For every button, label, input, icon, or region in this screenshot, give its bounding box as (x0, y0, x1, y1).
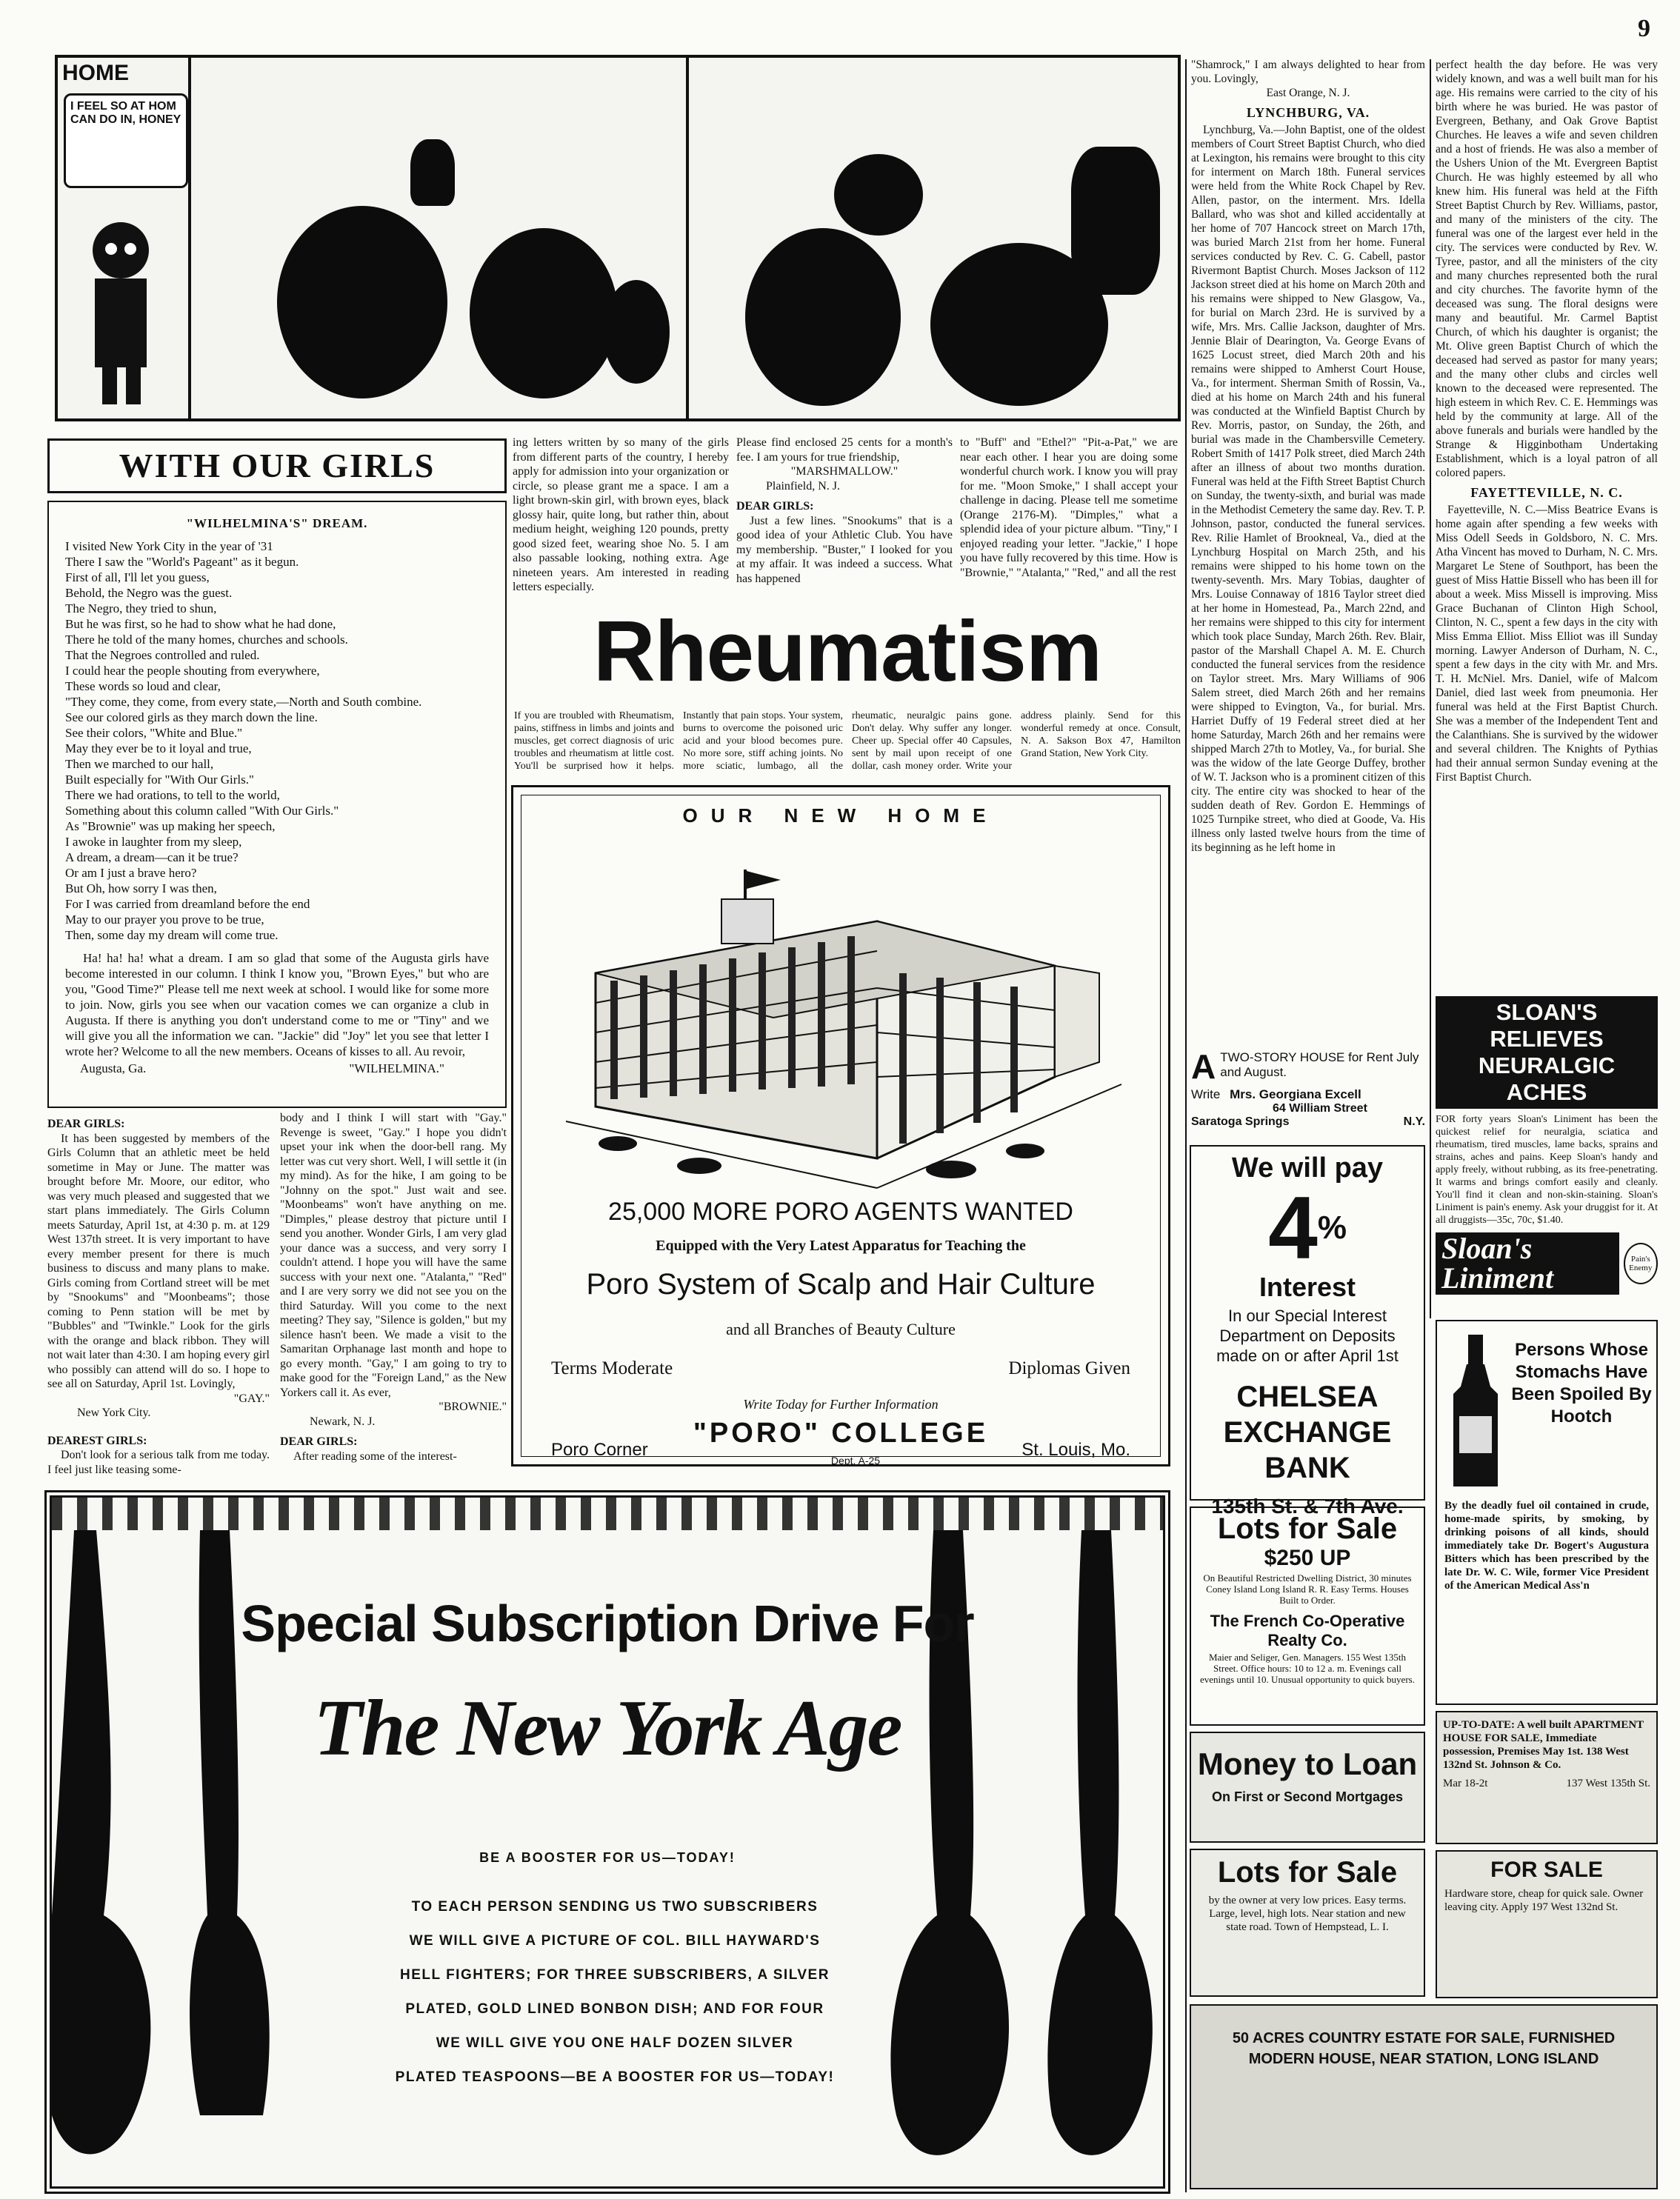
poem-lines (65, 538, 489, 943)
poem-line: The Negro, they tried to shun, (65, 601, 217, 615)
ad-city: Saratoga Springs (1191, 1115, 1290, 1128)
ad-text: TWO-STORY HOUSE for Rent July and August. (1220, 1050, 1419, 1079)
poro-agents-wanted: 25,000 MORE PORO AGENTS WANTED (608, 1198, 1073, 1226)
letter-salutation: DEAR GIRLS: (280, 1435, 358, 1448)
bitters-body: By the deadly fuel oil contained in crude, home-made spirits, by smoking, by drinking poisons of all kinds, should immediately take Dr. Bogert's Augustura Bitters which has been prescribed by the late Dr. W. C. Wile, former Vice President of the American Medical Ass'n (1444, 1500, 1649, 1592)
lynchburg-news-column (1191, 58, 1425, 1043)
poro-branches-line: and all Branches of Beauty Culture (726, 1320, 956, 1338)
poem-line: There I saw the "World's Pageant" as it begun. (65, 555, 299, 569)
girls-letter-part3 (960, 436, 1178, 591)
poem-line: Built especially for "With Our Girls." (65, 773, 254, 787)
sloans-badge: Pain's Enemy (1624, 1243, 1658, 1284)
sloans-liniment-ad (1436, 996, 1658, 1316)
lynchburg-news: Lynchburg, Va.—John Baptist, one of the oldest members of Court Street Baptist Church, who died at Lexington, his remains were brought to this city for interment on March 18th. Funeral services were held from the White Rock Chapel by Rev. Allen, pastor, on the interment. Mrs. Idella Ballard, who was shot and killed accidentally at her home of 707 Hancock street on March 17th, was buried March 21st from her home. Funeral services conducted by Rev. C. G. Cabell, pastor Rivermont Baptist Church. Moses Jackson of 112 Jackson street died at his home on March 20th and his remains were shipped to New Glasgow, Va., for burial on March 23rd. He is survived by a wife, Mrs. Mrs. Callie Jackson, daughter of Mrs. Jennie Blair of Dearington, Va. George Evans of 1625 Locust street, died March 20th and his remains were shipped to Amherst Court House, Va., for interment. Sherman Smith of Rossin, Va., died at his home on March 24th and his funeral was conducted at the Winfield Baptist Church by Rev. Morris, pastor, on Sunday, the 26th, and burial was made in the Chambersville Cemetery. Robert Smith of 1417 Polk street, died March 24th after an illness of about two months duration. Funeral was held at the Fifth Street Baptist Church on Sunday, the twenty-sixth, and burial was made in the Methodist Cemetery the same day. Rev. T. P. Johnson, pastor, conducted the funeral services. Rev. Rilie Hamlet of Brookneal, Va., died at the Lynchburg Hospital on March 25th, and his remains were shipped to his home town on the twenty-seventh. Mrs. Mary Tobias, daughter of Mrs. Louise Connaway of 1816 Taylor street died at her home in Homestead, Pa., March 22nd, and her remains were shipped to this city for interment which took place Sunday, March 26th. Rev. Blair, pastor of the Marshall Chapel A. M. E. Church conducted the funeral services from the residence on Taylor street. Mrs. Mary Williams of 906 Salem street, died March 26th and her remains were shipped to Evington, Va., for burial. Mrs. Harriet Duffy of 19 Federal street died at her home Saturday, March 26th and her remains were shipped March 27th to Motley, Va., for burial. She was the widow of the late George Duffey, brother of W. T. Jackson who is a prominent citizen of this city. The entire city was shocked to hear of the sudden death of Rev. Gordon E. Hemmings of 1025 Turnpike street, who died at Goode, Va. His illness only lasted twelve hours from the time of its beginning as he left home in (1191, 124, 1425, 854)
bank-address: 135th St. & 7th Ave. (1211, 1495, 1404, 1518)
apartment-house-ad (1436, 1711, 1658, 1844)
apartment-text: UP-TO-DATE: A well built APARTMENT HOUSE FOR SALE, Immediate possession, Premises May 1st. 138 West 132nd St. Johnson & Co. (1443, 1719, 1644, 1771)
poem-line: I awoke in laughter from my sleep, (65, 835, 242, 849)
apartment-address: 137 West 135th St. (1566, 1778, 1650, 1789)
wilhelmina-poem-box (47, 501, 507, 1108)
ad-state: N.Y. (1403, 1115, 1425, 1128)
poem-line: But Oh, how sorry I was then, (65, 881, 217, 895)
bank-interest: Interest (1259, 1272, 1356, 1302)
letter-salutation: DEAREST GIRLS: (47, 1434, 147, 1447)
sloans-heading: SLOAN'S RELIEVES NEURALGIC ACHES (1436, 996, 1658, 1109)
chelsea-bank-ad (1190, 1145, 1425, 1518)
girls-column-heading: WITH OUR GIRLS (47, 438, 507, 493)
column-rule (1430, 59, 1431, 1318)
poro-dept: Dept. A-25 (830, 1455, 881, 1466)
offer-line: TO EACH PERSON SENDING US TWO SUBSCRIBERS (411, 1899, 819, 1915)
newspaper-title: The New York Age (313, 1684, 901, 1772)
ornamental-border (52, 1498, 1163, 1530)
wilhelmina-place: Augusta, Ga. (80, 1061, 147, 1075)
lots-price: $250 UP (1264, 1546, 1351, 1570)
offer-line: WE WILL GIVE YOU ONE HALF DOZEN SILVER (436, 2035, 794, 2051)
poem-line: These words so loud and clear, (65, 679, 221, 693)
poro-terms: Terms Moderate (551, 1358, 673, 1378)
news-snippet: "Shamrock," I am always delighted to hear from you. Lovingly, (1191, 59, 1425, 85)
marshmallow-letter-part1 (513, 436, 729, 591)
poro-college-name: "PORO" COLLEGE (693, 1418, 989, 1449)
poem-line: Something about this column called "With Our Girls." (65, 804, 339, 818)
ad-write: Write (1191, 1087, 1221, 1101)
letter-body: ing letters written by so many of the girls from different parts of the country, I hereby apply for admission into your organization or circle, so please grant me a space. I am a light brown-skin girl, with brown eyes, black glossy hair, quite long, but rather thin, about medium height, weighing 120 pounds, pretty good sized feet, wearing shoe No. 5. I am also passable looking, nothing extra. Age nineteen years. Am interested in reading letters especially. (513, 436, 729, 593)
for-sale-ad (1436, 1850, 1658, 1998)
letter-body: After reading some of the interest- (293, 1449, 457, 1463)
offer-line: PLATED TEASPOONS—BE A BOOSTER FOR US—TODAY! (395, 2069, 835, 2085)
bank-rate: 4 (1268, 1178, 1318, 1278)
lots-company: The French Co-Operative Realty Co. (1210, 1612, 1405, 1649)
rheumatism-body: If you are troubled with Rheumatism, pains, stiffness in limbs and joints and muscles, get correct diagnosis of uric troubles and rheumatism at little cost. You'll be surprised how it helps. Instantly that pain stops. Your system, burns to overcome the poisoned uric acid and your blood becomes pure. No more sore, stiff aching joints. No more sciatic, lumbago, all the rheumatic, neuralgic pains gone. Don't delay. Why suffer any longer. Cheer up. Special offer 40 Capsules, sent by mail upon receipt of one dollar, cash money order. Write your address plainly. Send for this wonderful remedy at once. Consult, N. A. Sakson Box 47, Hamilton Grand Station, New York City. (514, 710, 1181, 772)
dateline-fayetteville: FAYETTEVILLE, N. C. (1470, 485, 1623, 500)
poem-line: A dream, a dream—can it be true? (65, 850, 239, 864)
bitters-ad (1436, 1320, 1658, 1705)
poem-line: First of all, I'll let you guess, (65, 570, 210, 584)
comic-panel-2 (188, 58, 689, 418)
poem-line: Then, some day my dream will come true. (65, 928, 279, 942)
bank-we-will-pay: We will pay (1231, 1152, 1384, 1184)
wilhelmina-letter: Ha! ha! ha! what a dream. I am so glad that some of the Augusta girls have become interested in our column. I think I know you, "Brown Eyes," but who are you, "Good Time?" Please tell me next week at school. I would like for some more to join. Now, girls you see when our vacation comes we can organize a club in Augusta. If there is anything you don't understand come to me or "Tiny" and we will give you all the information we can. "Jackie" did "Joy" let you see that letter I wrote her? Welcome to all the new members. Oceans of kisses to all. Au revoir, (65, 951, 489, 1058)
poem-line: Behold, the Negro was the guest. (65, 586, 233, 600)
gay-letter (47, 1111, 270, 1476)
letter-body: to "Buff" and "Ethel?" "Pit-a-Pat," we are near each other. I hear you are doing some wonderful church work. I know you will pray for me. "Moon Smoke," I shall accept your challenge in dacing. Please tell me sometime (Orange 2176-M). "Dimples," what a splendid idea of your picture album. "Tiny," I enjoyed reading your letter. "Jackie," I hope you have fully recovered by this time. How is "Brownie," "Atalanta," "Red," and all the rest (960, 436, 1178, 579)
bottle-icon (1446, 1335, 1505, 1490)
fayetteville-news: Fayetteville, N. C.—Miss Beatrice Evans is home again after spending a few weeks with Miss Odell Seeds in Goldsboro, N. C. Mrs. Atha Vincent has moved to Durham, N. C. Mrs. Margaret Le Stene of Southport, has been the guest of Miss Hattie Bissell who has been ill for about a week. Miss Missell is improving. Miss Grace Buchanan of Clinton High School, Clinton, N. C., spent a few days in the city with Miss Emma Elliot. Miss Elliot was ill Sunday morning. Lawyer Anderson of Durham, N. C., spent a few days in the city with Mr. and Mrs. T. H. McNiel. Mrs. Daniel, wife of Malcom Daniel, died last week from pneumonia. Her funeral was held at the First Baptist Church. She was a member of the Independent Tent and the Calanthians. She is survived by the widower and several children. The Knights of Pythias had their annual sermon Sunday evening at the First Baptist Church. (1436, 504, 1658, 784)
letter-body: It has been suggested by members of the Girls Column that an athletic meet be held sometime in May or June. The matter was brought before Mr. Moore, our editor, who was very much pleased and suggested that we start plans immediately. The Girls Column meets Saturday, April 1st, at 4:30 p. m. at 129 West 137th street. It is very important to have every member present for there is much business to discuss and many plans to make. Girls coming from Cortland street will be met by "Snookums" and "Moonbeams"; those coming to Penn station will be met by "Bubbles" and "Twinkle." Look for the girls with the orange and black ribbon. They will not wait later than 4:30. I am hoping every girl who possibly can attend will do so. I hope to see all on Saturday, April 1st. Lovingly, (47, 1132, 270, 1390)
poro-write-today: Write Today for Further Information (743, 1397, 939, 1412)
lots2-details: by the owner at very low prices. Easy terms. Large, level, high lots. Near station and new state road. Town of Hempstead, L. I. (1208, 1895, 1407, 1933)
forsale-body: Hardware store, cheap for quick sale. Owner leaving city. Apply 197 West 132nd St. (1444, 1888, 1644, 1913)
lots-heading: Lots for Sale (1217, 1512, 1398, 1545)
money-to-loan-ad (1190, 1732, 1425, 1843)
page-number: 9 (1638, 15, 1650, 42)
country-estate-ad (1190, 2004, 1658, 2189)
poem-line: May they ever be to it loyal and true, (65, 741, 252, 755)
bank-details: In our Special Interest Department on Deposits made on or after April 1st (1216, 1307, 1399, 1365)
lots-officers: Maier and Seliger, Gen. Managers. 155 West 135th Street. Office hours: 10 to 12 a. m. Evenings call evenings until 10. Unusual opportunity to quick buyers. (1200, 1652, 1415, 1685)
bank-percent: % (1317, 1209, 1347, 1246)
lots2-heading: Lots for Sale (1217, 1856, 1398, 1889)
poem-line: Or am I just a brave hero? (65, 866, 197, 880)
letter-body: Don't look for a serious talk from me today. I feel just like teasing some- (47, 1449, 270, 1476)
poro-building-illustration (566, 840, 1121, 1188)
letter-signature: "GAY." (233, 1392, 270, 1405)
ad-initial: A (1191, 1047, 1216, 1086)
marshmallow-letter-part2 (736, 436, 953, 591)
poem-line: There he told of the many homes, churches and schools. (65, 633, 348, 647)
booster-line: BE A BOOSTER FOR US—TODAY! (479, 1850, 736, 1865)
subscription-drive-ad (44, 1490, 1170, 2194)
letter-salutation: DEAR GIRLS: (736, 500, 814, 513)
letter-salutation: DEAR GIRLS: (47, 1118, 125, 1130)
comic-title: HOME (62, 61, 129, 85)
subscription-offer (385, 1890, 844, 2095)
poro-system-line: Poro System of Scalp and Hair Culture (586, 1268, 1096, 1301)
speech-bubble: I FEEL SO AT HOM CAN DO IN, HONEY (64, 93, 188, 188)
poem-line: But he was first, so he had to show what he had done, (65, 617, 336, 631)
column-rule (1185, 59, 1187, 2192)
apartment-date: Mar 18-2t (1443, 1778, 1488, 1789)
comic-panel-3 (686, 58, 1184, 418)
forsale-heading: FOR SALE (1490, 1858, 1603, 1882)
letter-place: Newark, N. J. (310, 1415, 376, 1428)
estate-text: 50 ACRES COUNTRY ESTATE FOR SALE, FURNISHED MODERN HOUSE, NEAR STATION, LONG ISLAND (1232, 2030, 1616, 2067)
letter-signature: "BROWNIE." (439, 1401, 507, 1413)
poem-line: "They come, they come, from every state,—North and South combine. (65, 695, 422, 709)
offer-line: PLATED, GOLD LINED BONBON DISH; AND FOR FOUR (405, 2001, 824, 2017)
poem-line: Then we marched to our hall, (65, 757, 214, 771)
dateline-lynchburg: LYNCHBURG, VA. (1246, 105, 1370, 120)
poro-equipped-line: Equipped with the Very Latest Apparatus for Teaching the (656, 1238, 1026, 1254)
poem-line: May to our prayer you prove to be true, (65, 912, 264, 927)
lots-for-sale-ad-2 (1190, 1849, 1425, 1997)
letter-body: Just a few lines. "Snookums" that is a good idea of your Athletic Club. You have my membership. "Buster," I looked for you at my affair. It was indeed a success. What has happened (736, 514, 953, 585)
bitters-heading: Persons Whose Stomachs Have Been Spoiled By Hootch (1511, 1340, 1652, 1426)
money-details: On First or Second Mortgages (1211, 1789, 1404, 1804)
poro-diplomas: Diplomas Given (1008, 1358, 1130, 1378)
offer-line: WE WILL GIVE A PICTURE OF COL. BILL HAYWARD'S (409, 1933, 821, 1949)
news-place: East Orange, N. J. (1266, 87, 1350, 99)
poem-title: "WILHELMINA'S" DREAM. (186, 516, 368, 530)
fayetteville-news-column (1436, 58, 1658, 995)
lots-details: On Beautiful Restricted Dwelling District, 30 minutes Coney Island Long Island R. R. Easy Terms. Houses Built to Order. (1203, 1572, 1412, 1606)
money-heading: Money to Loan (1197, 1746, 1418, 1781)
poem-line: There we had orations, to tell to the world, (65, 788, 280, 802)
letter-place: New York City. (77, 1407, 151, 1419)
offer-line: HELL FIGHTERS; FOR THREE SUBSCRIBERS, A SILVER (400, 1967, 830, 1983)
wilhelmina-signature: "WILHELMINA." (349, 1061, 444, 1075)
news-continued: perfect health the day before. He was very widely known, and was a well built man for his age. His remains were carried to the city of his birth where he was buried. He was pastor of Evergreen, Bethany, and Oak Grove Baptist Churches. He leaves a wife and seven children and a host of friends. He was also a member of the Ushers Union of the Mt. Evergreen Baptist Church. He was highly esteemed by all who knew him. His funeral was held at the Fifth Street Baptist Church by Rev. Williams, pastor, and many of the ministers of the city. The funeral was one of the largest ever held in the city. The services were conducted by Rev. W. Tyree, pastor, and all the ministers of the city and many churches represented both the rural and city churches. The favorite hymn of the deceased was sung. The floral designs were many and beautiful. Mr. Carmel Baptist Church, of which his daughter is organist; the Mt. Olive green Baptist Church of which the deceased had served as pastor for many years; and the many other clubs and circles well known to the deceased were represented. The high esteem in which Rev. C. E. Hemmings was held by the community at large. All of the above funerals and burials were handled by the Strange & Higginbotham Undertaking Establishment, which is a loyal patron of all colored papers. (1436, 59, 1658, 479)
letter-place: Plainfield, N. J. (766, 479, 840, 493)
poro-college-ad (511, 785, 1170, 1466)
sloans-brand: Sloan's Liniment (1436, 1232, 1619, 1295)
poro-corner: Poro Corner (551, 1440, 648, 1460)
comic-strip (55, 55, 1181, 421)
ad-address: 64 William Street (1273, 1102, 1367, 1115)
ad-contact-name: Mrs. Georgiana Excell (1230, 1087, 1361, 1101)
poem-line: As "Brownie" was up making her speech, (65, 819, 276, 833)
poem-line: I could hear the people shouting from everywhere, (65, 664, 320, 678)
bank-name: CHELSEA EXCHANGE BANK (1223, 1381, 1392, 1484)
comic-panel-1 (58, 58, 191, 418)
letter-signature: "MARSHMALLOW." (790, 465, 899, 478)
subscription-headline: Special Subscription Drive For (241, 1595, 974, 1652)
poro-city: St. Louis, Mo. (1021, 1440, 1130, 1460)
comic-character-illustration (65, 191, 176, 413)
poem-line: For I was carried from dreamland before the end (65, 897, 310, 911)
poem-line: See our colored girls as they march down the line. (65, 710, 318, 724)
poem-line: That the Negroes controlled and ruled. (65, 648, 260, 662)
two-story-house-ad (1191, 1047, 1425, 1139)
poro-home-caption: OUR NEW HOME (682, 804, 999, 827)
lots-for-sale-ad (1190, 1506, 1425, 1726)
brownie-letter (280, 1111, 507, 1466)
rheumatism-headline: Rheumatism (593, 603, 1102, 699)
letter-body: body and I think I will start with "Gay." Revenge is sweet, "Gay." I hope you didn't upset your ink when the door-bell rang. My letter was cut very short. Well, I will settle it (in my mind). As for the hike, I am going to be "Johnny on the spot." Just wait and see. "Moonbeams" won't have anything on me. "Dimples," please destroy that picture until I send you another. Wonder Girls, I am very glad your dance was a success, and very sorry I couldn't attend. I hope you will have the same success with your next one. "Atalanta," "Red" and I are very sorry we did not see you on the third Saturday. Will you come to the next meeting? They say, "Silence is golden," but my silence hasn't been. We made a visit to the Samaritan Orphanage last month and hope to go every month. "Gay," I am going to try to make good for the "Foreign Land," as the New Yorkers call it. As ever, (280, 1112, 507, 1399)
poem-line: I visited New York City in the year of '31 (65, 539, 273, 553)
poem-line: See their colors, "White and Blue." (65, 726, 243, 740)
letter-body: Please find enclosed 25 cents for a month's fee. I am yours for true friendship, (736, 436, 953, 464)
sloans-body: FOR forty years Sloan's Liniment has been the quickest relief for neuralgia, sciatica and rheumatism, tired muscles, lame backs, sprains and strains, aches and pains. Keep Sloan's handy and apply freely, without rubbing, as its free-penetrating. It warms and brings comfort easily and cleanly. You'll find it clean and non-skin-staining. Sloan's Liniment is pain's enemy. Ask your druggist for it. At all druggists—35c, 70c, $1.40. (1436, 1114, 1658, 1226)
